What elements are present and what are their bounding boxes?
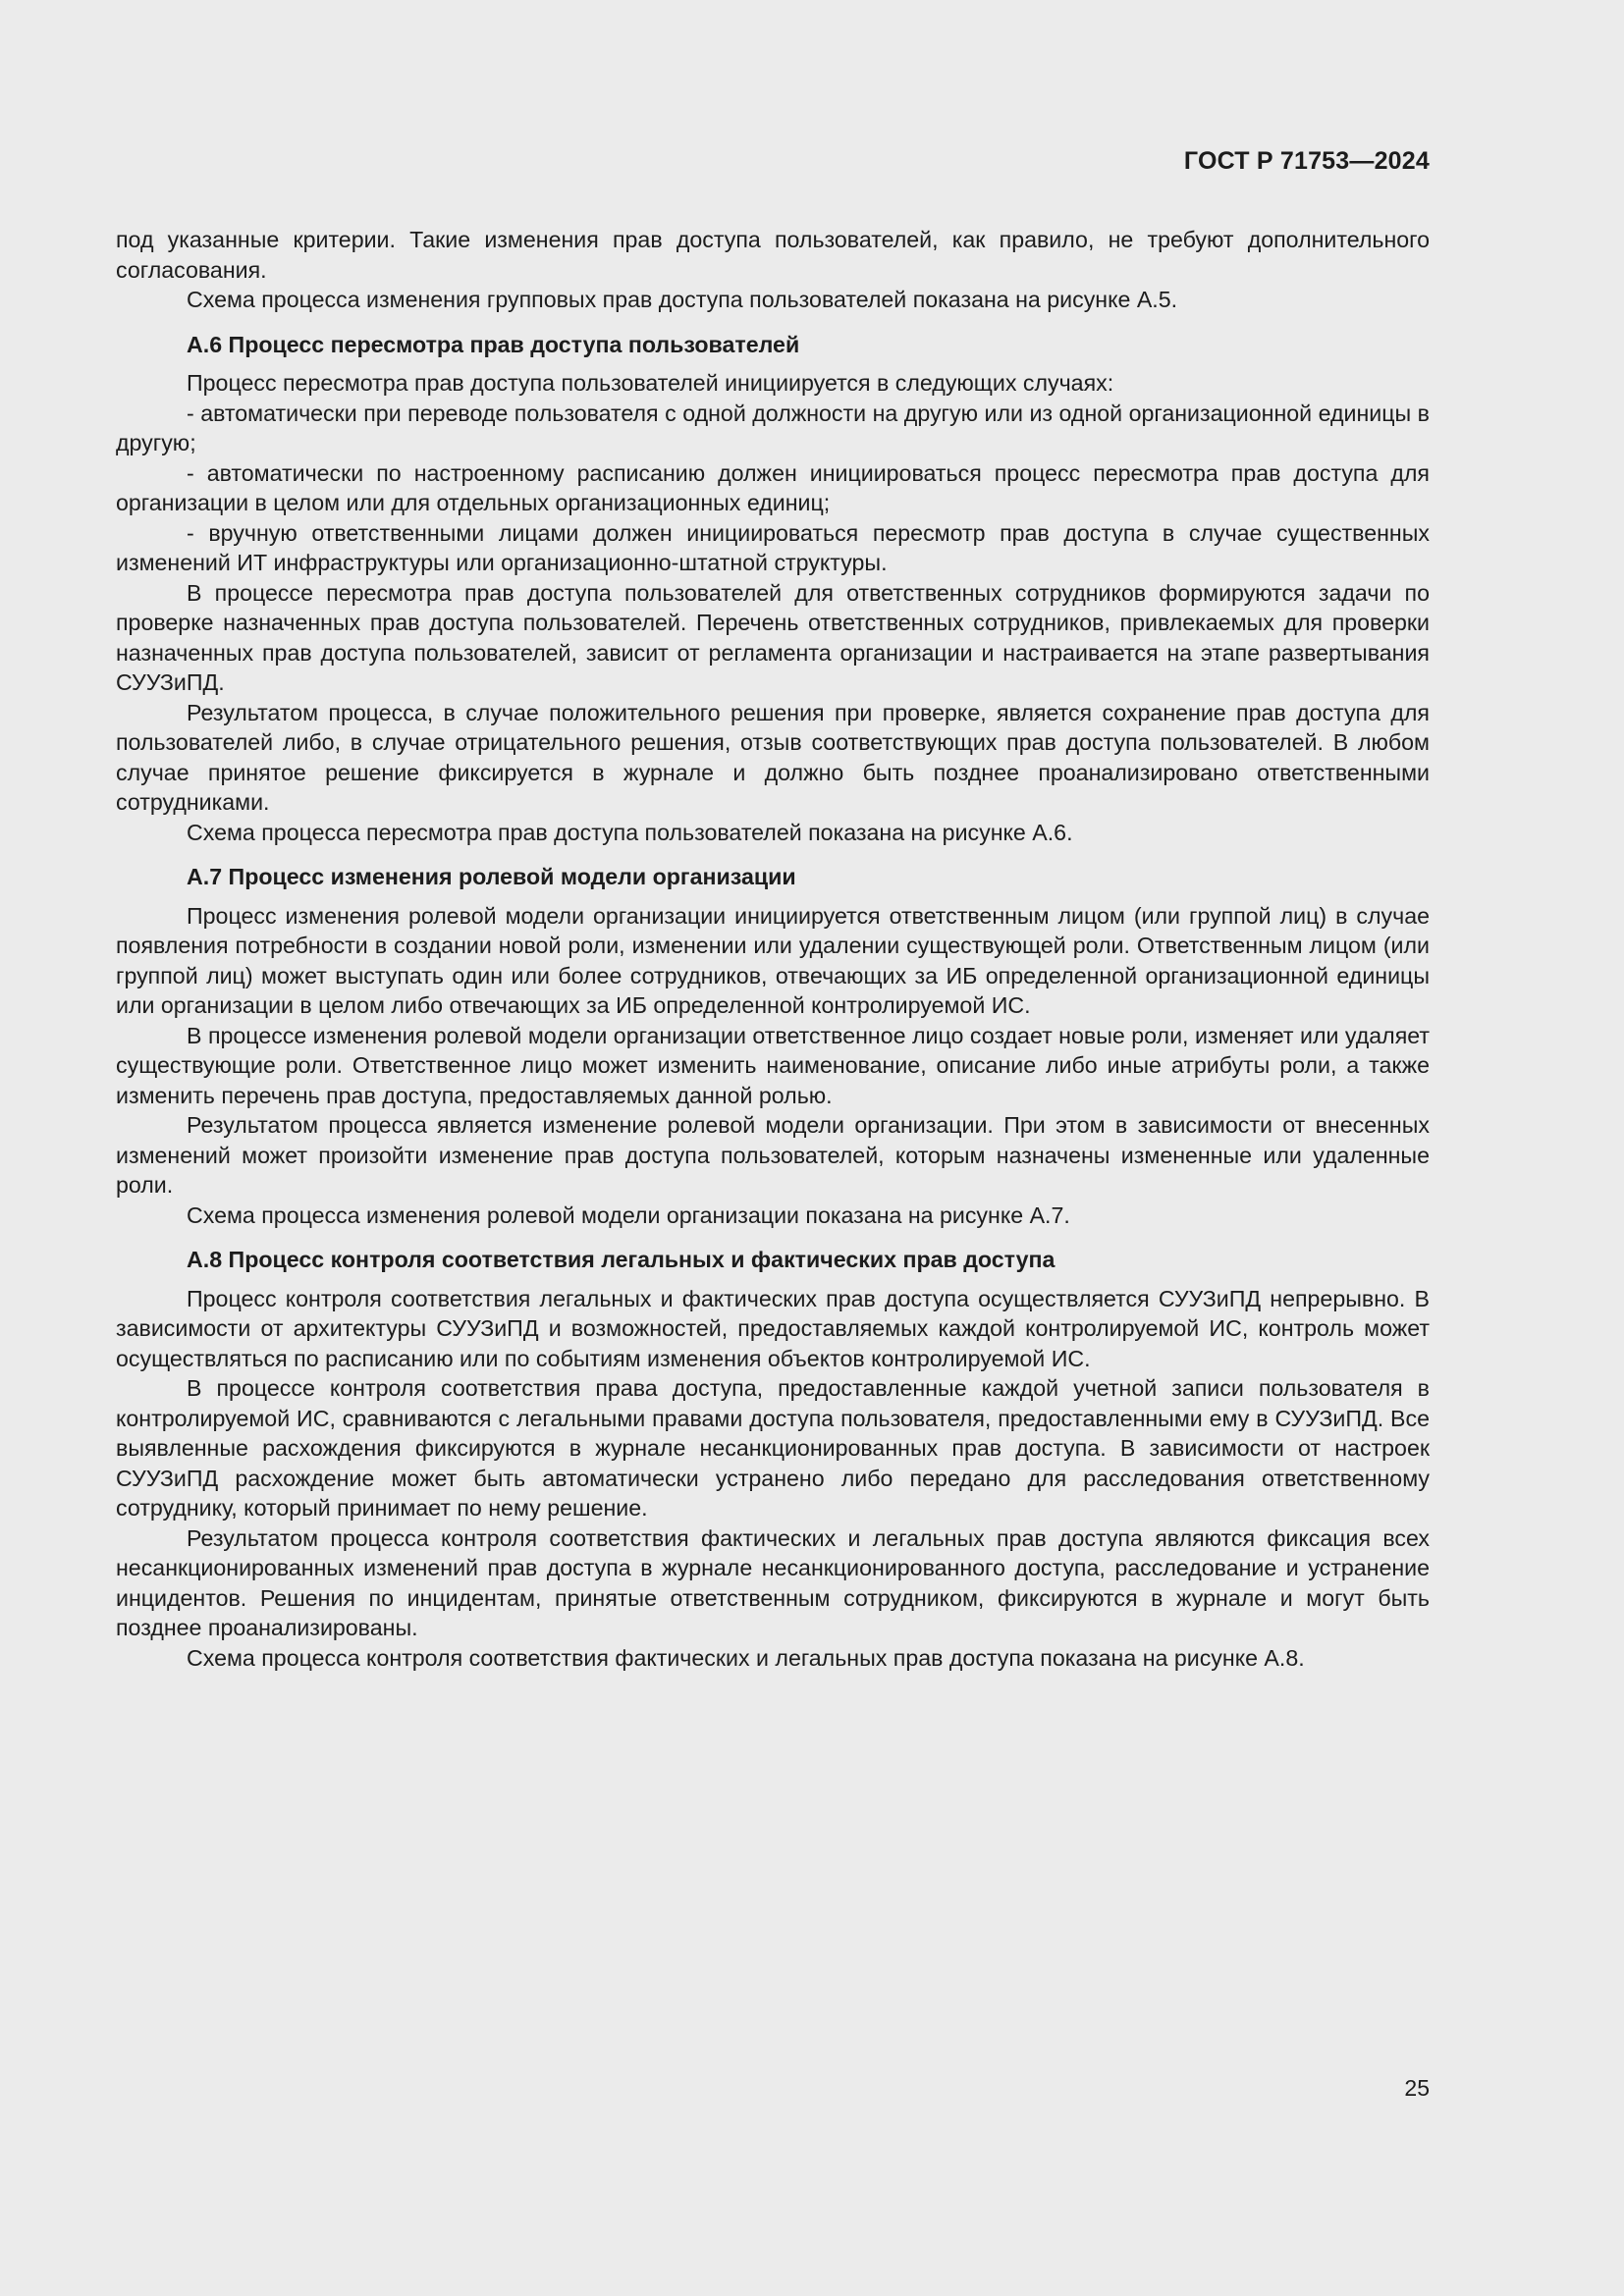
section-heading-a6: А.6 Процесс пересмотра прав доступа пользователей <box>187 331 800 357</box>
paragraph: В процессе изменения ролевой модели организации ответственное лицо создает новые роли, изменяет или удаляет существующие роли. Ответственное лицо может изменить наименование, описание либо иные атрибуты роли, а также изменить перечень прав доступа, предоставляемых данной ролью. <box>116 1022 1430 1108</box>
paragraph: Схема процесса изменения ролевой модели организации показана на рисунке А.7. <box>187 1201 1070 1228</box>
paragraph: В процессе пересмотра прав доступа пользователей для ответственных сотрудников формируются задачи по проверке назначенных прав доступа пользователей. Перечень ответственных сотрудников, привлекаемых для проверки назначенных прав доступа пользователей, зависит от регламента организации и настраивается на этапе развертывания СУУЗиПД. <box>116 579 1430 695</box>
paragraph: Результатом процесса является изменение ролевой модели организации. При этом в зависимости от внесенных изменений может произойти изменение прав доступа пользователей, которым назначены измененные или удаленные роли. <box>116 1112 1430 1198</box>
paragraph: Процесс контроля соответствия легальных и фактических прав доступа осуществляется СУУЗиПД непрерывно. В зависимости от архитектуры СУУЗиПД и возможностей, предоставляемых каждой контролируемой ИС, контроль может осуществляться по расписанию или по событиям изменения объектов контролируемой ИС. <box>116 1285 1430 1371</box>
list-item: - автоматически при переводе пользователя с одной должности на другую или из одной организационной единицы в другую; <box>116 400 1430 455</box>
paragraph: Результатом процесса контроля соответствия фактических и легальных прав доступа являются фиксация всех несанкционированных изменений прав доступа в журнале несанкционированного доступа, расследование и устранение инцидентов. Решения по инцидентам, принятые ответственным сотрудником, фиксируются в журнале и могут быть позднее проанализированы. <box>116 1524 1430 1640</box>
paragraph: В процессе контроля соответствия права доступа, предоставленные каждой учетной записи пользователя в контролируемой ИС, сравниваются с легальными правами доступа пользователя, предоставленными ему в СУУЗиПД. Все выявленные расхождения фиксируются в журнале несанкционированных прав доступа. В зависимости от настроек СУУЗиПД расхождение может быть автоматически устранено либо передано для расследования ответственному сотруднику, который принимает по нему решение. <box>116 1375 1430 1521</box>
document-header: ГОСТ Р 71753—2024 <box>1183 147 1430 175</box>
page-number: 25 <box>1404 2075 1430 2101</box>
section-heading-a8: А.8 Процесс контроля соответствия легальных и фактических прав доступа <box>187 1247 1056 1272</box>
paragraph: под указанные критерии. Такие изменения прав доступа пользователей, как правило, не требуют дополнительного согласования. <box>116 227 1430 283</box>
paragraph: Результатом процесса, в случае положительного решения при проверке, является сохранение прав доступа для пользователей либо, в случае отрицательного решения, отзыв соответствующих прав доступа пользователей. В любом случае принятое решение фиксируется в журнале и должно быть позднее проанализировано ответственными сотрудниками. <box>116 699 1430 815</box>
paragraph: Схема процесса пересмотра прав доступа пользователей показана на рисунке А.6. <box>187 819 1073 845</box>
paragraph: Процесс пересмотра прав доступа пользователей инициируется в следующих случаях: <box>187 370 1114 396</box>
list-item: - вручную ответственными лицами должен инициироваться пересмотр прав доступа в случае существенных изменений ИТ инфраструктуры или организационно-штатной структуры. <box>116 519 1430 575</box>
document-body <box>116 225 1430 1673</box>
paragraph: Схема процесса контроля соответствия фактических и легальных прав доступа показана на рисунке А.8. <box>187 1644 1305 1671</box>
paragraph: Процесс изменения ролевой модели организации инициируется ответственным лицом (или группой лиц) в случае появления потребности в создании новой роли, изменении или удалении существующей роли. Ответственным лицом (или группой лиц) может выступать один или более сотрудников, отвечающих за ИБ определенной организационной единицы или организации в целом либо отвечающих за ИБ определенной контролируемой ИС. <box>116 902 1430 1018</box>
section-heading-a7: А.7 Процесс изменения ролевой модели организации <box>187 864 796 889</box>
list-item: - автоматически по настроенному расписанию должен инициироваться процесс пересмотра прав доступа для организации в целом или для отдельных организационных единиц; <box>116 459 1430 515</box>
paragraph: Схема процесса изменения групповых прав доступа пользователей показана на рисунке А.5. <box>187 287 1178 312</box>
